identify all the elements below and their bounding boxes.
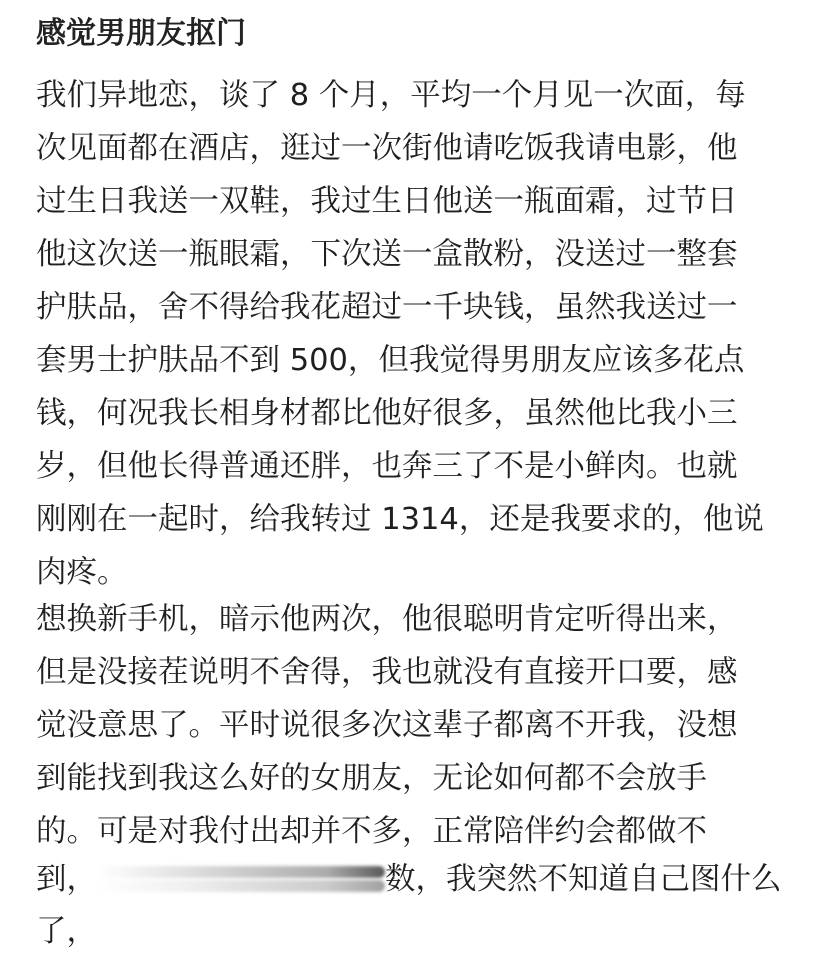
post-title: 感觉男朋友抠门 <box>36 16 246 51</box>
body-line: 想换新手机，暗示他两次，他很聪明肯定听得出来， <box>36 602 738 637</box>
body-line: 肉疼。 <box>36 555 128 590</box>
body-line-redacted <box>36 854 782 906</box>
redacted-text-blur <box>97 862 385 896</box>
body-line: 套男士护肤品不到 500，但我觉得男朋友应该多花点 <box>36 343 745 378</box>
body-line: 我们异地恋，谈了 8 个月，平均一个月见一次面，每 <box>36 78 746 113</box>
body-line: 护肤品，舍不得给我花超过一千块钱，虽然我送过一 <box>36 290 738 325</box>
body-line: 他这次送一瓶眼霜，下次送一盒散粉，没送过一整套 <box>36 237 738 272</box>
body-line: 到能找到我这么好的女朋友，无论如何都不会放手 <box>36 761 707 796</box>
body-line-start: 到， <box>36 862 97 897</box>
body-line-end: 数，我突然不知道自己图什么 <box>385 862 782 897</box>
body-line: 钱，何况我长相身材都比他好很多，虽然他比我小三 <box>36 396 738 431</box>
body-line: 觉没意思了。平时说很多次这辈子都离不开我，没想 <box>36 708 738 743</box>
body-line: 刚刚在一起时，给我转过 1314，还是我要求的，他说 <box>36 502 764 537</box>
body-line: 了， <box>36 914 97 949</box>
body-line: 岁，但他长得普通还胖，也奔三了不是小鲜肉。也就 <box>36 449 738 484</box>
body-line: 次见面都在酒店，逛过一次街他请吃饭我请电影，他 <box>36 131 738 166</box>
body-line: 的。可是对我付出却并不多，正常陪伴约会都做不 <box>36 814 707 849</box>
body-line: 但是没接茬说明不舍得，我也就没有直接开口要，感 <box>36 655 738 690</box>
body-line: 过生日我送一双鞋，我过生日他送一瓶面霜，过节日 <box>36 184 738 219</box>
